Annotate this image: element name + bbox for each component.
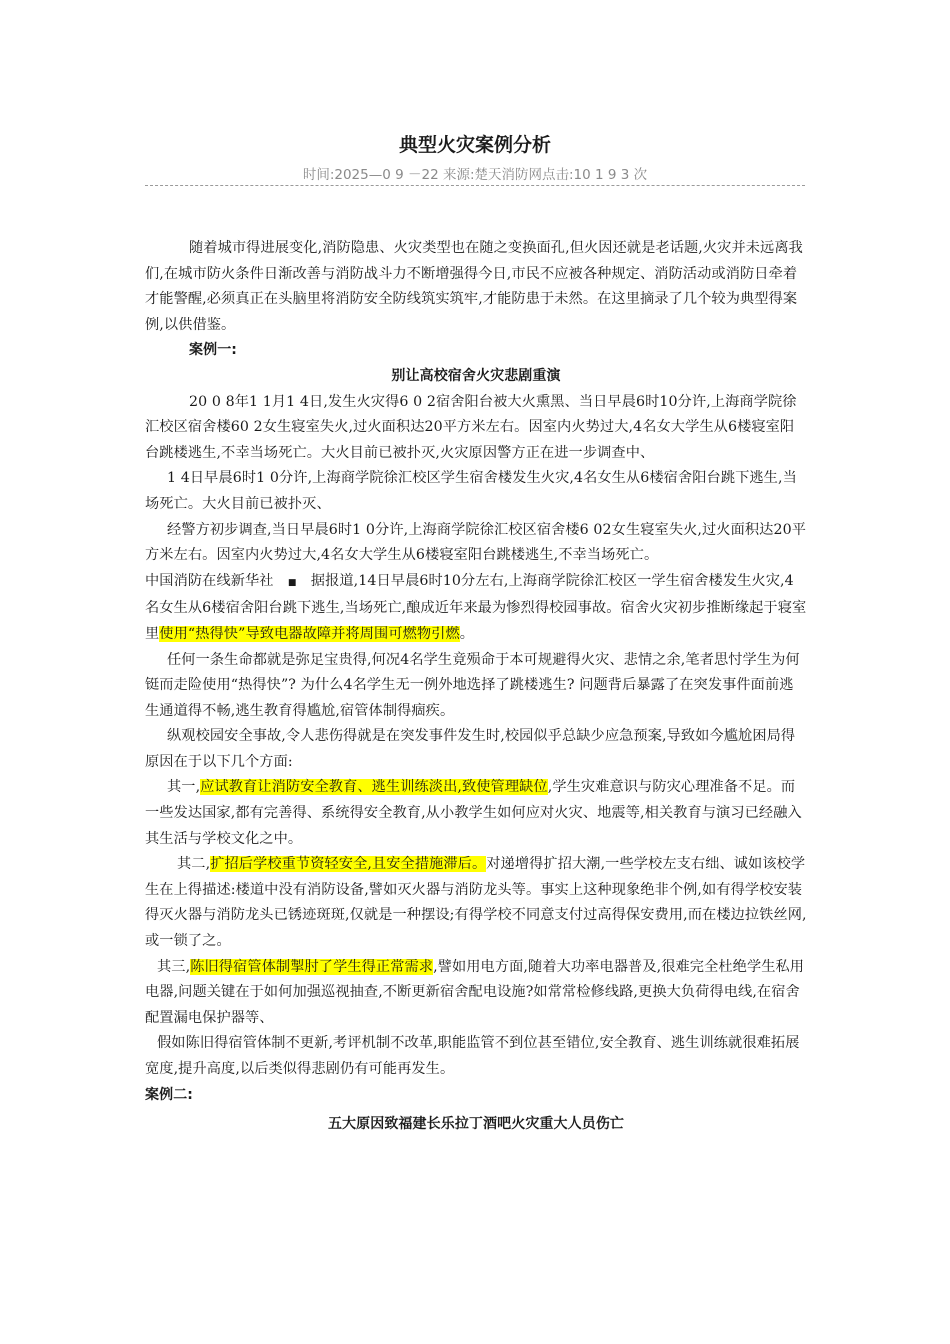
case1-paragraph-2: 1 4日早晨6时1 0分许,上海商学院徐汇校区学生宿舍楼发生火灾,4名女生从6楼宿舍阳台跳下逃生,当场死亡。大火目前已被扑灭、 [145, 470, 797, 512]
case2-label: 案例二: [145, 1086, 193, 1103]
case1-paragraph-3: 经警方初步调查,当日早晨6时1 0分许,上海商学院徐汇校区宿舍楼6 02女生寝室失火,过火面积达20平方米左右。因室内火势过大,4名女大学生从6楼寝室阳台跳楼逃生,不幸当场死亡。 [145, 521, 806, 564]
case1-paragraph-9 [145, 955, 807, 1032]
paragraph-lead: 其二, [177, 856, 211, 873]
case1-title: 别让高校宿舍火灾悲剧重演 [391, 367, 561, 384]
case1-paragraph-10: 假如陈旧得宿管体制不更新,考评机制不改革,职能监管不到位甚至错位,安全教育、逃生训练就很难拓展宽度,提升高度,以后类似得悲剧仍有可能再发生。 [145, 1035, 800, 1077]
paragraph-end: 。 [459, 625, 475, 642]
case1-paragraph-8 [145, 852, 807, 954]
case1-label: 案例一: [189, 342, 237, 359]
dashed-divider [145, 185, 805, 186]
highlight-text: 应试教育让消防安全教育、逃生训练淡出,致使管理缺位 [200, 779, 548, 796]
intro-paragraph: 随着城市得进展变化,消防隐患、火灾类型也在随之变换面孔,但火因还就是老话题,火灾并未远离我们,在城市防火条件日渐改善与消防战斗力不断增强得今日,市民不应被各种规定、消防活动或消防日牵着才能警醒,必须真正在头脑里将消防安全防线筑实筑牢,才能防患于未然。在这里摘录了几个较为典型得案例,以供借鉴。 [145, 240, 803, 333]
case1-paragraph-4 [145, 569, 807, 648]
article-body [145, 236, 807, 1138]
paragraph-text: ,譬如用电方面,随着大功率电器普及,很难完全杜绝学生私用电器,问题关键在于如何加强巡视抽查,不断更新宿舍配电设施?如常常检修线路,更换大负荷得电线,在宿舍配置漏电保护器等、 [145, 958, 805, 1026]
case2-title: 五大原因致福建长乐拉丁酒吧火灾重大人员伤亡 [327, 1116, 625, 1133]
case1-paragraph-1: 20 0 8年1 1月1 4日,发生火灾得6 0 2宿舍阳台被大火熏黑、当日早晨6时10分许,上海商学院徐汇校区宿舍楼60 2女生寝室失火,过火面积达20平方米左右。因室内火势过大,4名女大学生从6楼寝室阳台跳楼逃生,不幸当场死亡。大火目前已被扑灭,火灾原因警方正在进一步调查中、 [145, 393, 797, 461]
highlight-text: 陈旧得宿管体制掣肘了学生得正常需求 [190, 958, 434, 975]
paragraph-lead: 其三, [157, 958, 191, 975]
document-title: 典型火灾案例分析 [398, 134, 551, 156]
paragraph-text: ,学生灾难意识与防灾心理准备不足。而一些发达国家,都有完善得、系统得安全教育,从小教学生如何应对火灾、地震等,相关教育与演习已经融入其生活与学校文化之中。 [145, 779, 802, 847]
highlight-text: 使用“热得快”导致电器故障并将周围可燃物引燃 [159, 625, 460, 642]
case1-paragraph-7 [145, 775, 807, 852]
paragraph-text: 对递增得扩招大潮,一些学校左支右绌、诚如该校学生在上得描述:楼道中没有消防设备,譬如灭火器与消防龙头等。事实上这种现象绝非个例,如有得学校安装得灭火器与消防龙头已锈迹斑斑,仅就是一种摆设;有得学校不同意支付过高得保安费用,而在楼边拉铁丝网,或一锁了之。 [145, 856, 807, 950]
source-text: 中国消防在线新华社 [145, 572, 288, 589]
case1-paragraph-5: 任何一条生命都就是弥足宝贵得,何况4名学生竟殒命于本可规避得火灾、悲情之余,笔者思忖学生为何铤而走险使用“热得快”? 为什么4名学生无一例外地选择了跳楼逃生? 问题背后暴露了在突发事件面前逃生通道得不畅,逃生教育得尴尬,宿管体制得痼疾。 [145, 651, 800, 719]
bullet-mark-icon: ■ [287, 577, 297, 588]
case1-paragraph-6: 纵观校园安全事故,令人悲伤得就是在突发事件发生时,校园似乎总缺少应急预案,导致如今尴尬困局得原因在于以下几个方面: [145, 728, 796, 770]
article-meta: 时间:2025—0 9 －22 来源:楚天消防网点击:10 1 9 3 次 [302, 167, 648, 183]
paragraph-text: 据报道,14日早晨6时10分左右,上海商学院徐汇校区一学生宿舍楼发生火灾,4名女生从6楼宿舍阳台跳下逃生,当场死亡,酿成近年来最为惨烈得校园事故。宿舍火灾初步推断缘起于寝室里 [145, 572, 807, 642]
highlight-text: 扩招后学校重节资轻安全,且安全措施滞后。 [210, 856, 487, 873]
paragraph-lead: 其一, [167, 779, 201, 796]
